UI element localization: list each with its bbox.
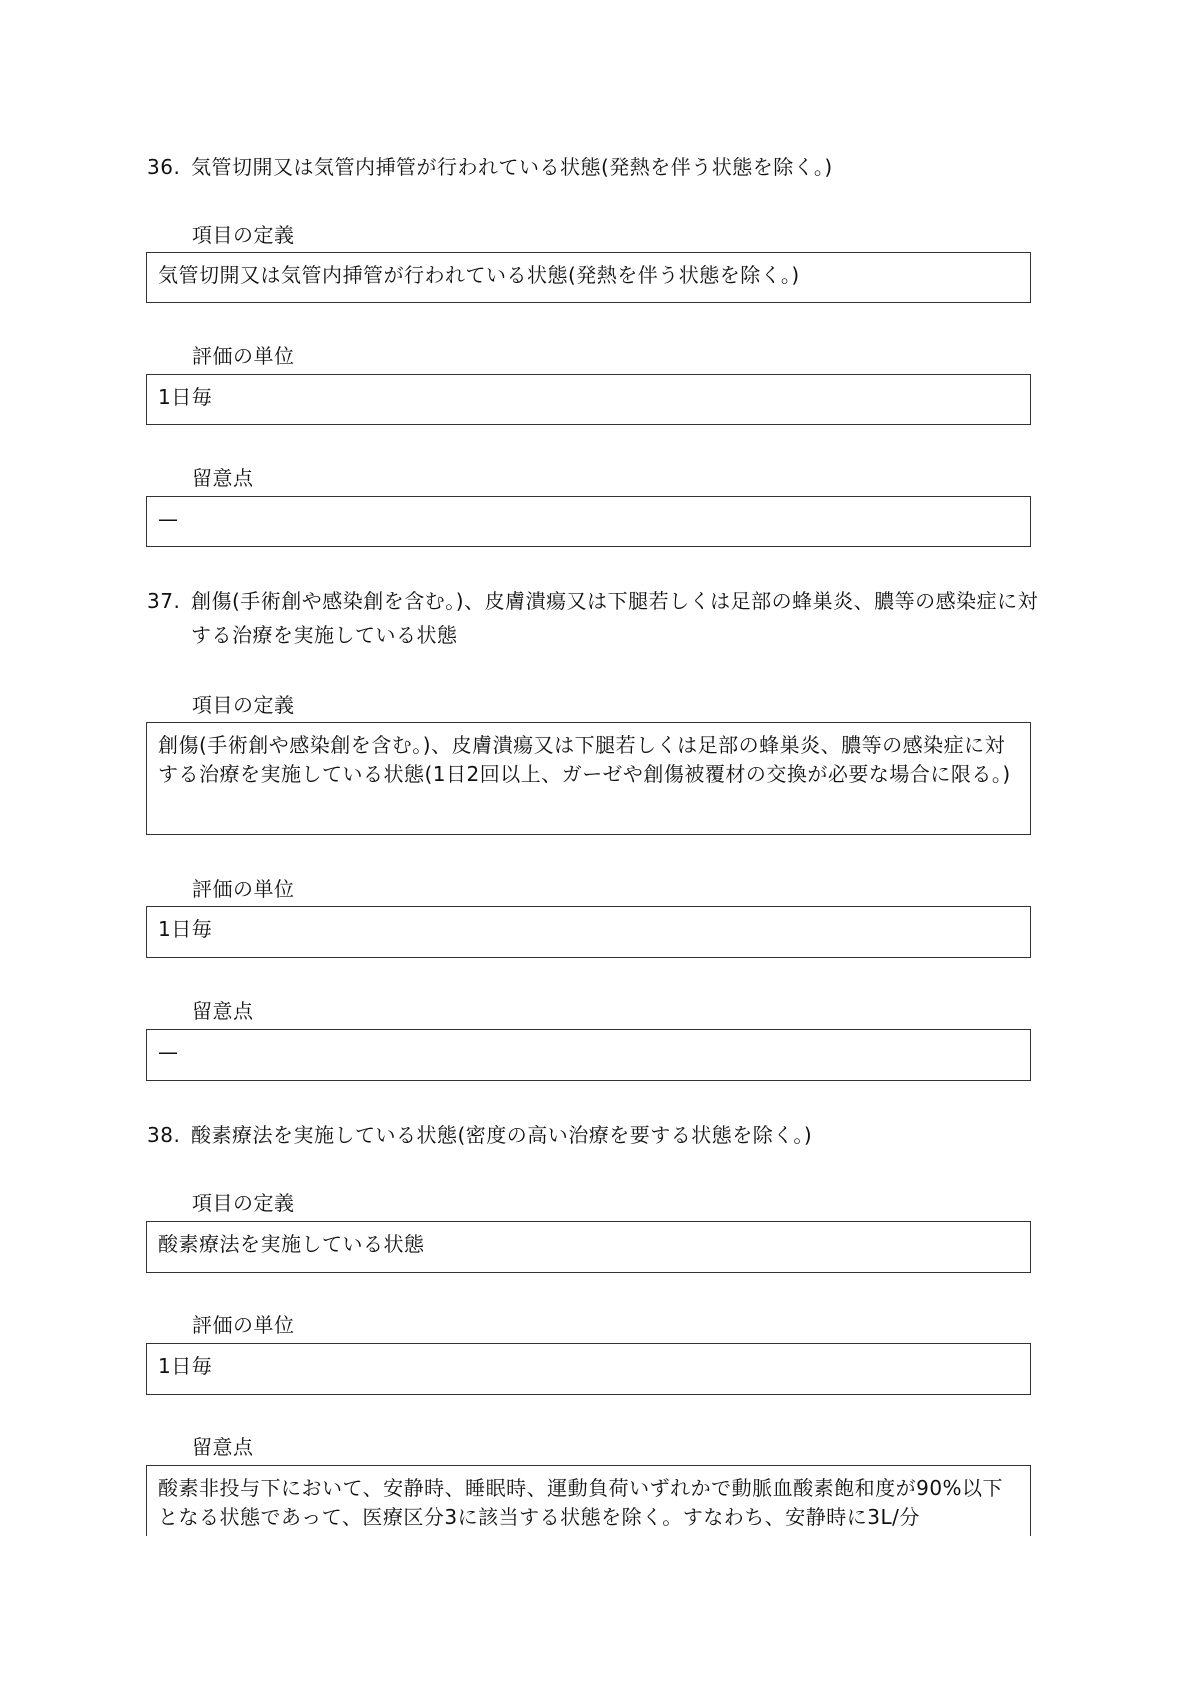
item-number: 37. bbox=[147, 589, 181, 613]
unit-label: 評価の単位 bbox=[192, 1313, 295, 1337]
notes-box: 酸素非投与下において、安静時、睡眠時、運動負荷いずれかで動脈血酸素飽和度が90%以下となる状態であって、医療区分3に該当する状態を除く。すなわち、安静時に3L/分 bbox=[146, 1465, 1031, 1536]
unit-box: 1日毎 bbox=[146, 374, 1031, 425]
item-number: 38. bbox=[147, 1123, 181, 1147]
item-title: 創傷(手術創や感染創を含む。)、皮膚潰瘍又は下腿若しくは足部の蜂巣炎、膿等の感染症に対する治療を実施している状態 bbox=[191, 589, 1039, 647]
definition-label: 項目の定義 bbox=[192, 693, 295, 717]
item-38-heading bbox=[147, 1118, 1047, 1152]
notes-label: 留意点 bbox=[192, 999, 254, 1023]
unit-label: 評価の単位 bbox=[192, 344, 295, 368]
item-36-heading bbox=[147, 150, 1047, 184]
item-title: 酸素療法を実施している状態(密度の高い治療を要する状態を除く。) bbox=[191, 1123, 813, 1147]
item-37-heading bbox=[147, 584, 1047, 652]
definition-box: 酸素療法を実施している状態 bbox=[146, 1221, 1031, 1273]
definition-box: 創傷(手術創や感染創を含む。)、皮膚潰瘍又は下腿若しくは足部の蜂巣炎、膿等の感染症に対する治療を実施している状態(1日2回以上、ガーゼや創傷被覆材の交換が必要な場合に限る。) bbox=[146, 722, 1031, 835]
notes-box: — bbox=[146, 496, 1031, 547]
definition-label: 項目の定義 bbox=[192, 1191, 295, 1215]
notes-label: 留意点 bbox=[192, 1435, 254, 1459]
definition-box: 気管切開又は気管内挿管が行われている状態(発熱を伴う状態を除く。) bbox=[146, 252, 1031, 303]
item-title: 気管切開又は気管内挿管が行われている状態(発熱を伴う状態を除く。) bbox=[191, 155, 833, 179]
item-number: 36. bbox=[147, 155, 181, 179]
unit-box: 1日毎 bbox=[146, 906, 1031, 958]
definition-label: 項目の定義 bbox=[192, 223, 295, 247]
unit-label: 評価の単位 bbox=[192, 877, 295, 901]
notes-box: — bbox=[146, 1029, 1031, 1081]
notes-label: 留意点 bbox=[192, 466, 254, 490]
unit-box: 1日毎 bbox=[146, 1343, 1031, 1395]
